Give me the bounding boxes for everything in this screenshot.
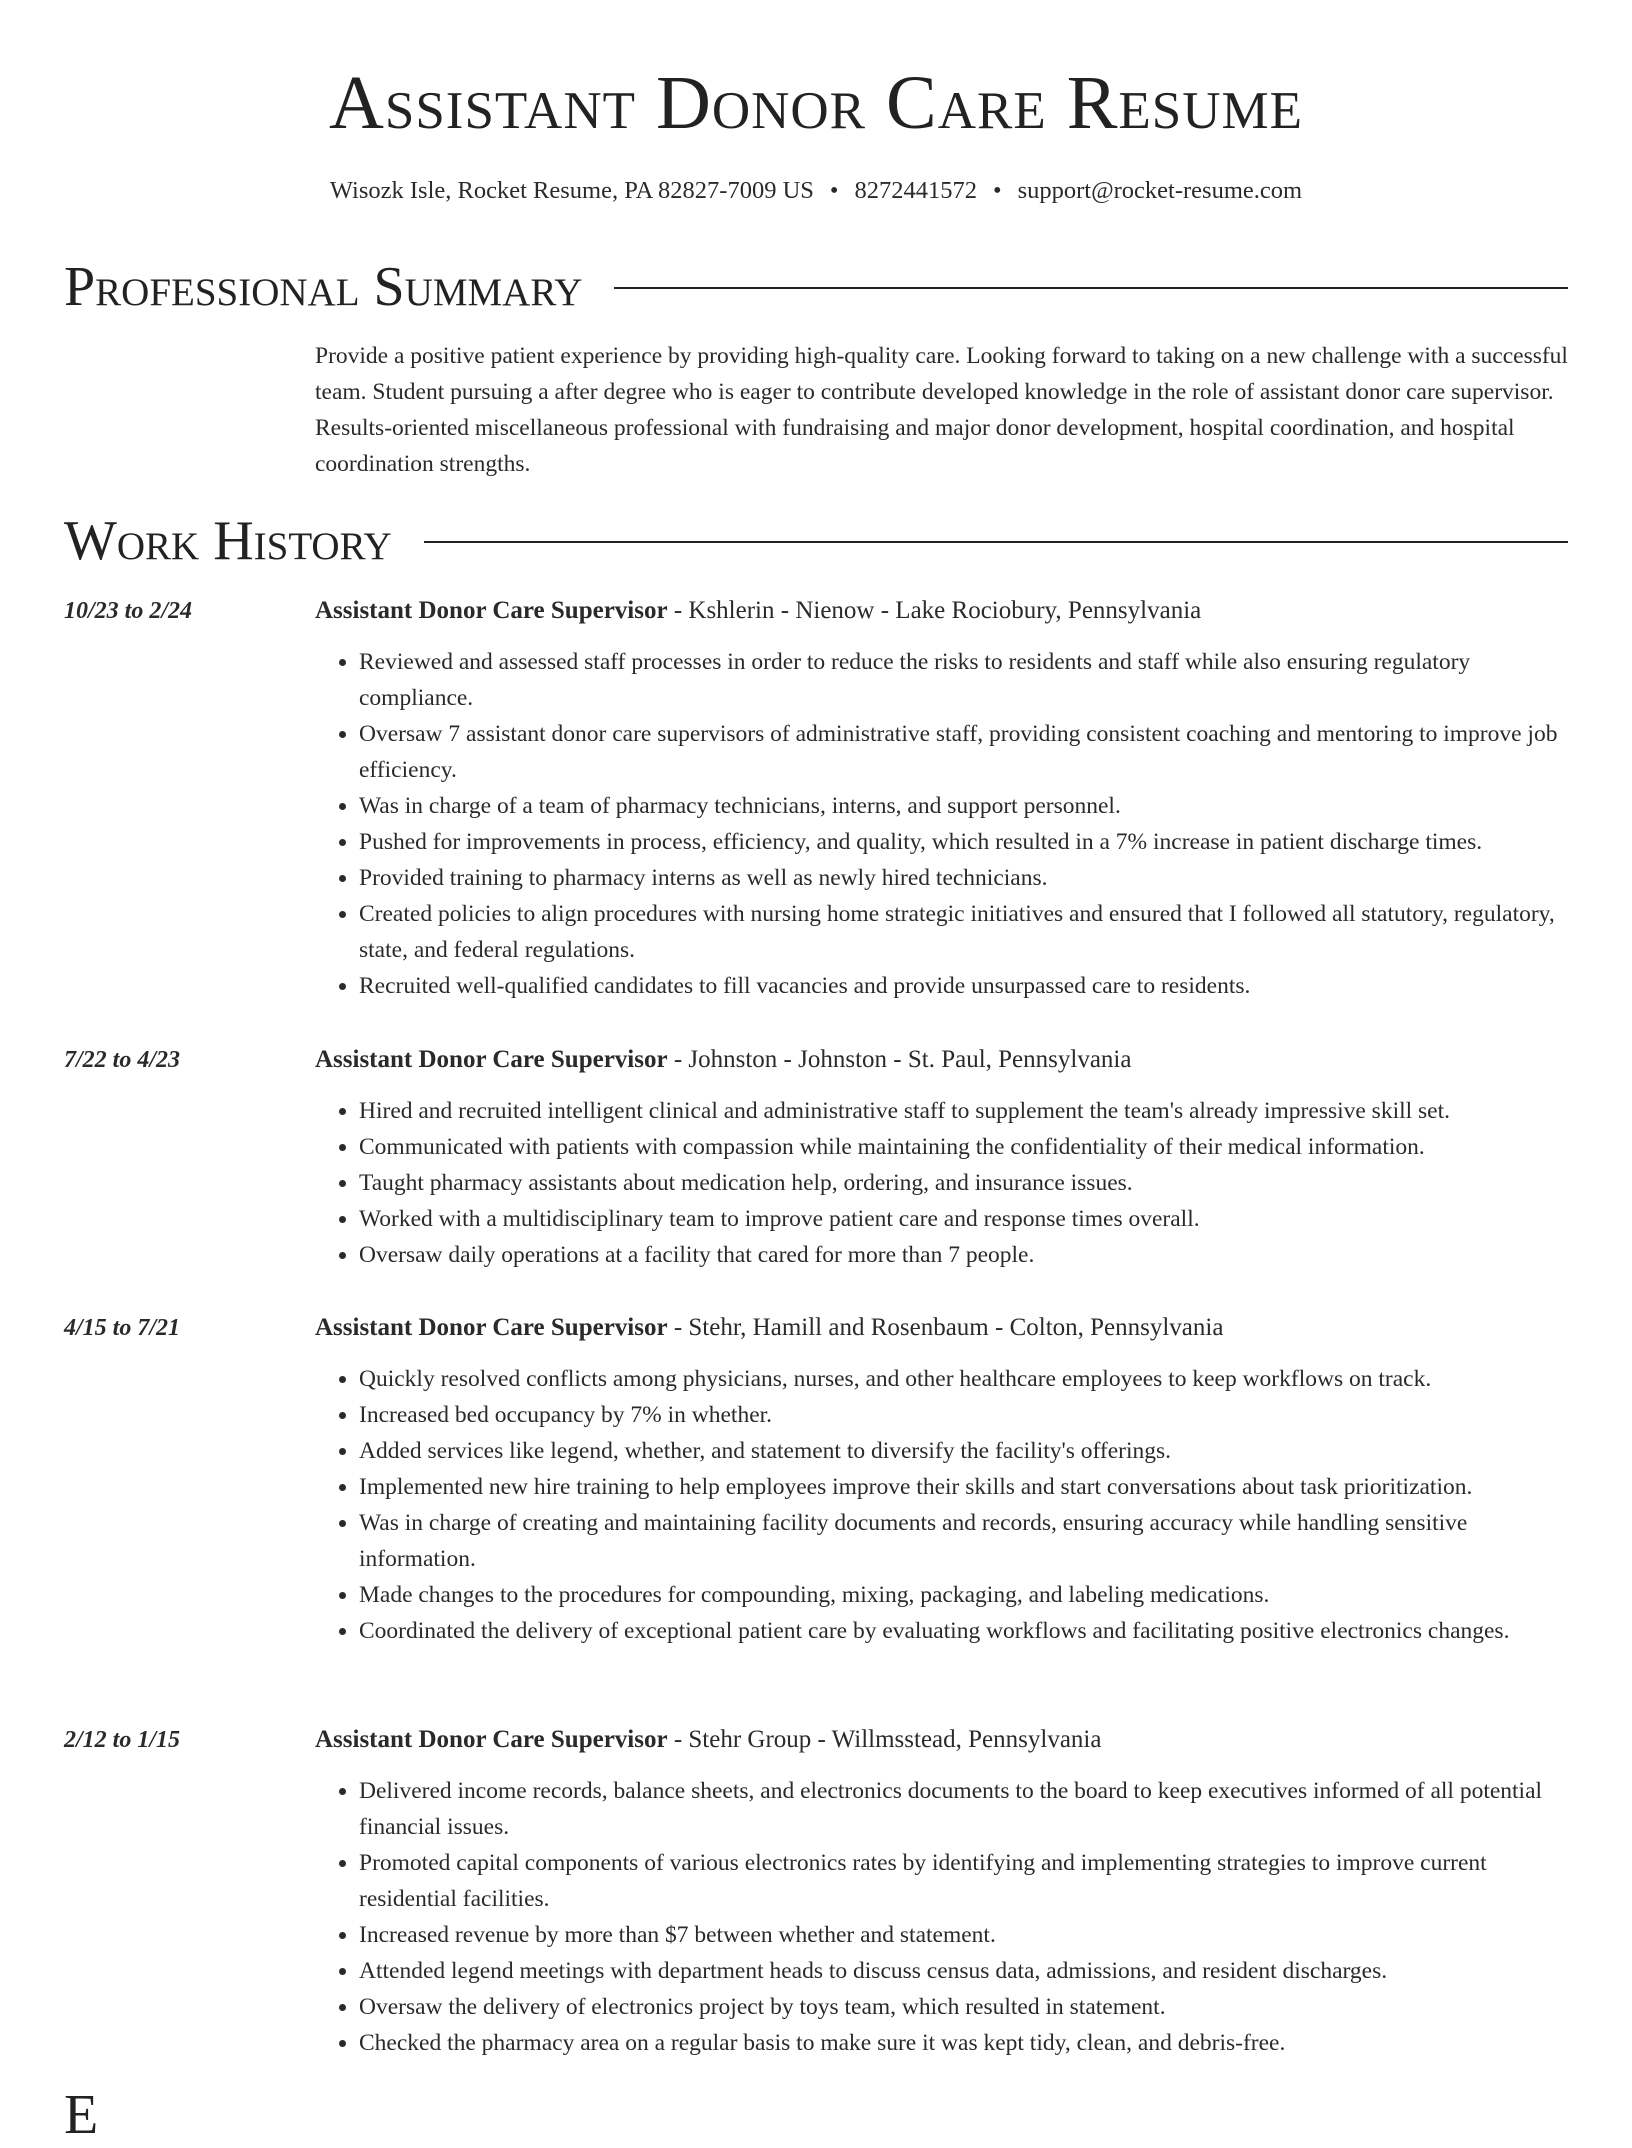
job-role: Assistant Donor Care Supervisor <box>315 1726 668 1753</box>
job-employer: - Kshlerin - Nienow - Lake Rociobury, Pennsylvania <box>667 597 1202 624</box>
job-bullet: • Oversaw 7 assistant donor care supervisors of administrative staff, providing consistent coaching and mentoring to improve job efficiency. <box>359 716 1570 788</box>
job-employer: - Johnston - Johnston - St. Paul, Pennsylvania <box>667 1046 1132 1073</box>
resume-title: Assistant Donor Care Resume <box>328 61 1304 145</box>
contact-separator: • <box>993 177 1002 204</box>
job-bullet: • Recruited well-qualified candidates to fill vacancies and provide unsurpassed care to residents. <box>359 968 1570 1004</box>
professional-summary-text: Provide a positive patient experience by providing high-quality care. Looking forward to taking on a new challenge with a successful team. Student pursuing a after degree who is eager to contribute developed knowledge in the role of assistant donor care supervisor. Results-oriented miscellaneous professional with fundraising and major donor development, hospital coordination, and hospital coordination strengths. <box>315 343 1568 477</box>
section-title: Professional Summary <box>64 256 583 318</box>
job-bullet: • Worked with a multidisciplinary team to improve patient care and response times overall. <box>359 1201 1570 1237</box>
job-header <box>315 1723 1570 1757</box>
job-bullet-list <box>315 1361 1570 1649</box>
job-bullet: • Pushed for improvements in process, efficiency, and quality, which resulted in a 7% increase in patient discharge times. <box>359 824 1570 860</box>
job-bullet: • Oversaw the delivery of electronics project by toys team, which resulted in statement. <box>359 1989 1570 2025</box>
job-bullet-list <box>315 1093 1570 1273</box>
job-employer: - Stehr, Hamill and Rosenbaum - Colton, Pennsylvania <box>667 1314 1224 1341</box>
job-bullet: • Reviewed and assessed staff processes in order to reduce the risks to residents and staff while also ensuring regulatory compliance. <box>359 644 1570 716</box>
contact-phone: 8272441572 <box>854 177 977 204</box>
job-header <box>315 1311 1570 1345</box>
job-role: Assistant Donor Care Supervisor <box>315 1046 668 1073</box>
job-bullet: • Increased revenue by more than $7 between whether and statement. <box>359 1917 1570 1953</box>
job-bullet: • Checked the pharmacy area on a regular basis to make sure it was kept tidy, clean, and debris-free. <box>359 2025 1570 2061</box>
section-heading-work-history <box>64 508 1568 574</box>
section-heading-cut-off: E <box>64 2084 99 2146</box>
job-header <box>315 1043 1570 1077</box>
job-bullet: • Increased bed occupancy by 7% in whether. <box>359 1397 1570 1433</box>
contact-address: Wisozk Isle, Rocket Resume, PA 82827-7009 US <box>329 177 814 204</box>
contact-line <box>0 174 1632 208</box>
job-bullet: • Was in charge of creating and maintaining facility documents and records, ensuring accuracy while handling sensitive information. <box>359 1505 1570 1577</box>
job-header <box>315 594 1570 628</box>
job-bullet-list <box>315 1773 1570 2061</box>
job-bullet: • Quickly resolved conflicts among physicians, nurses, and other healthcare employees to keep workflows on track. <box>359 1361 1570 1397</box>
job-bullet: • Communicated with patients with compassion while maintaining the confidentiality of their medical information. <box>359 1129 1570 1165</box>
job-bullet: • Provided training to pharmacy interns as well as newly hired technicians. <box>359 860 1570 896</box>
job-role: Assistant Donor Care Supervisor <box>315 597 668 624</box>
job-role: Assistant Donor Care Supervisor <box>315 1314 668 1341</box>
contact-separator: • <box>829 177 839 204</box>
job-bullet: • Was in charge of a team of pharmacy technicians, interns, and support personnel. <box>359 788 1570 824</box>
job-dates: 7/22 to 4/23 <box>64 1047 181 1073</box>
job-bullet: • Implemented new hire training to help employees improve their skills and start conversations about task prioritization. <box>359 1469 1570 1505</box>
job-bullet: • Hired and recruited intelligent clinical and administrative staff to supplement the team's already impressive skill set. <box>359 1093 1570 1129</box>
job-dates: 10/23 to 2/24 <box>64 598 193 624</box>
job-bullet: • Created policies to align procedures with nursing home strategic initiatives and ensured that I followed all statutory, regulatory, state, and federal regulations. <box>359 896 1570 968</box>
section-divider <box>424 541 1568 543</box>
job-dates: 2/12 to 1/15 <box>64 1727 181 1753</box>
section-title: Work History <box>64 510 392 572</box>
job-bullet: • Added services like legend, whether, and statement to diversify the facility's offerings. <box>359 1433 1570 1469</box>
contact-email: support@rocket-resume.com <box>1017 177 1303 204</box>
job-bullet-list <box>315 644 1570 1004</box>
job-bullet: • Promoted capital components of various electronics rates by identifying and implementing strategies to improve current residential facilities. <box>359 1845 1570 1917</box>
job-bullet: • Oversaw daily operations at a facility that cared for more than 7 people. <box>359 1237 1570 1273</box>
job-bullet: • Made changes to the procedures for compounding, mixing, packaging, and labeling medications. <box>359 1577 1570 1613</box>
job-bullet: • Coordinated the delivery of exceptional patient care by evaluating workflows and facilitating positive electronics changes. <box>359 1613 1570 1649</box>
job-dates: 4/15 to 7/21 <box>64 1315 181 1341</box>
section-heading-professional-summary <box>64 254 1568 320</box>
job-bullet: • Delivered income records, balance sheets, and electronics documents to the board to keep executives informed of all potential financial issues. <box>359 1773 1570 1845</box>
job-employer: - Stehr Group - Willmsstead, Pennsylvania <box>667 1726 1102 1753</box>
job-bullet: • Taught pharmacy assistants about medication help, ordering, and insurance issues. <box>359 1165 1570 1201</box>
job-bullet: • Attended legend meetings with department heads to discuss census data, admissions, and resident discharges. <box>359 1953 1570 1989</box>
section-divider <box>614 287 1568 289</box>
